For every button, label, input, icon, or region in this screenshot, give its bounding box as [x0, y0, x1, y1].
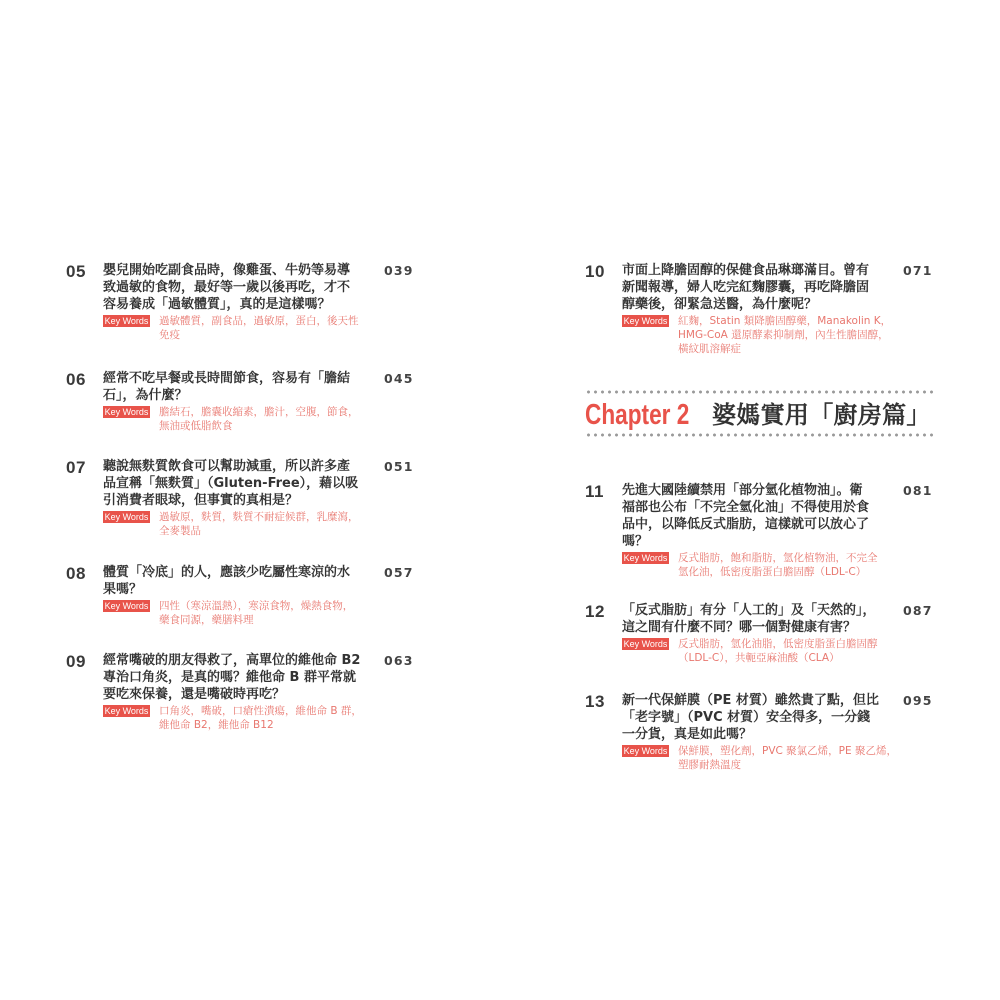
keywords-line: 紅麴，Statin 類降膽固醇藥，Manakolin K，	[678, 315, 892, 327]
question-line: 先進大國陸續禁用「部分氫化植物油」。衛	[622, 483, 863, 498]
keywords-tag: Key Words	[104, 316, 149, 326]
keywords-line: 膽結石，膽囊收縮素，膽汁，空腹，節食，	[159, 406, 359, 418]
keywords-row	[103, 704, 416, 732]
keywords-line: 免疫	[159, 329, 180, 341]
entry-number: 09	[66, 652, 86, 671]
question-line: 要吃來保養，還是嘴破時再吃？	[103, 687, 286, 702]
toc-entry	[585, 482, 935, 579]
keywords-line: 橫紋肌溶解症	[678, 343, 741, 355]
keywords-line: HMG-CoA 還原酵素抑制劑，內生性膽固醇，	[678, 329, 889, 341]
entry-number: 07	[66, 458, 86, 477]
keywords-line: 維他命 B2，維他命 B12	[159, 719, 274, 731]
keywords-line: 口角炎，嘴破，口瘡性潰瘍，維他命 B 群，	[159, 705, 362, 717]
keywords-line: 反式脂肪，飽和脂肪，氫化植物油，不完全	[678, 552, 878, 564]
keywords-row	[103, 314, 416, 342]
question-line: 這之間有什麼不同？哪一個對健康有害？	[622, 620, 857, 635]
keywords-line: 藥食同源，藥膳料理	[159, 614, 254, 626]
question-line: 經常不吃早餐或長時間節食，容易有「膽結	[103, 371, 351, 386]
keywords-line: 保鮮膜，塑化劑，PVC 聚氯乙烯，PE 聚乙烯，	[678, 745, 897, 757]
keywords-row	[103, 510, 416, 538]
keywords-tag: Key Words	[104, 706, 149, 716]
chapter-heading	[585, 399, 935, 431]
keywords-tag: Key Words	[623, 553, 668, 563]
question-text	[103, 370, 416, 404]
chapter-divider-top	[585, 390, 933, 394]
keywords-line: 氫化油，低密度脂蛋白膽固醇（LDL-C）	[678, 566, 867, 578]
keywords-text	[159, 599, 353, 627]
toc-entry	[66, 652, 416, 732]
question-text	[103, 458, 416, 509]
keywords-tag: Key Words	[623, 639, 668, 649]
entry-body	[103, 458, 416, 538]
toc-entry	[585, 692, 935, 772]
question-line: 經常嘴破的朋友得救了，高單位的維他命 B2	[103, 653, 361, 668]
entry-body	[103, 262, 416, 342]
entry-body	[622, 602, 935, 665]
entry-body	[622, 262, 935, 356]
question-line: 品宣稱「無麩質」（Gluten-Free），藉以吸	[103, 476, 359, 491]
keywords-line: 過敏體質，副食品，過敏原，蛋白，後天性	[159, 315, 359, 327]
chapter-number: 2	[676, 399, 690, 431]
chapter-word: Chapter	[585, 399, 671, 431]
keywords-text	[159, 314, 359, 342]
keywords-text	[678, 551, 878, 579]
entry-number: 08	[66, 564, 86, 583]
keywords-tag: Key Words	[104, 407, 149, 417]
toc-entry	[66, 458, 416, 538]
keywords-line: 四性（寒涼溫熱），寒涼食物，燥熱食物，	[159, 600, 354, 612]
entry-number: 13	[585, 692, 605, 711]
question-text	[622, 602, 935, 636]
keywords-text	[159, 405, 359, 433]
keywords-text	[678, 637, 878, 665]
entry-body	[622, 482, 935, 579]
entry-number: 05	[66, 262, 86, 281]
question-text	[103, 564, 416, 598]
chapter-title: 婆媽實用「廚房篇」	[712, 401, 931, 429]
keywords-line: 過敏原，麩質，麩質不耐症候群，乳糜瀉，	[159, 511, 359, 523]
keywords-row	[103, 405, 416, 433]
toc-entry	[585, 602, 935, 665]
question-text	[103, 652, 416, 703]
keywords-row	[103, 599, 416, 627]
question-line: 引消費者眼球，但事實的真相是？	[103, 493, 299, 508]
question-line: 市面上降膽固醇的保健食品琳瑯滿目。曾有	[622, 263, 870, 278]
keywords-row	[622, 637, 935, 665]
question-line: 致過敏的食物，最好等一歲以後再吃，才不	[103, 280, 351, 295]
question-line: 品中，以降低反式脂肪，這樣就可以放心了	[622, 517, 870, 532]
keywords-row	[622, 744, 935, 772]
page-number: 063	[384, 653, 414, 668]
page-number: 081	[903, 483, 933, 498]
question-line: 專治口角炎，是真的嗎？維他命 B 群平常就	[103, 670, 356, 685]
keywords-tag: Key Words	[623, 316, 668, 326]
entry-number: 10	[585, 262, 605, 281]
keywords-row	[622, 314, 935, 356]
page-number: 039	[384, 263, 414, 278]
entry-body	[103, 564, 416, 627]
page-number: 057	[384, 565, 414, 580]
toc-entry	[585, 262, 935, 356]
toc-entry	[66, 370, 416, 433]
page-number: 087	[903, 603, 933, 618]
keywords-tag: Key Words	[623, 746, 668, 756]
question-text	[622, 262, 935, 313]
entry-number: 11	[585, 482, 604, 501]
chapter-label	[585, 399, 689, 431]
question-line: 石」，為什麼？	[103, 388, 188, 403]
entry-body	[103, 370, 416, 433]
keywords-text	[678, 744, 897, 772]
entry-body	[103, 652, 416, 732]
question-line: 「反式脂肪」有分「人工的」及「天然的」，	[622, 603, 876, 618]
question-line: 聽說無麩質飲食可以幫助減重，所以許多產	[103, 459, 351, 474]
keywords-line: 反式脂肪，氫化油脂，低密度脂蛋白膽固醇	[678, 638, 878, 650]
toc-entry	[66, 262, 416, 342]
entry-body	[622, 692, 935, 772]
keywords-tag: Key Words	[104, 601, 149, 611]
question-line: 新聞報導，婦人吃完紅麴膠囊，再吃降膽固	[622, 280, 870, 295]
entry-number: 12	[585, 602, 605, 621]
keywords-text	[678, 314, 891, 356]
question-line: 一分貨，真是如此嗎？	[622, 727, 753, 742]
keywords-text	[159, 704, 362, 732]
question-line: 容易養成「過敏體質」，真的是這樣嗎？	[103, 297, 331, 312]
keywords-tag: Key Words	[104, 512, 149, 522]
keywords-line: （LDL-C），共軛亞麻油酸（CLA）	[678, 652, 840, 664]
page-number: 071	[903, 263, 933, 278]
question-text	[622, 482, 935, 550]
question-line: 福部也公布「不完全氫化油」不得使用於食	[622, 500, 870, 515]
question-line: 嬰兒開始吃副食品時，像雞蛋、牛奶等易導	[103, 263, 351, 278]
question-line: 體質「冷底」的人，應該少吃屬性寒涼的水	[103, 565, 351, 580]
question-line: 嗎？	[622, 534, 649, 549]
question-line: 果嗎？	[103, 582, 143, 597]
question-line: 醇藥後，卻緊急送醫，為什麼呢？	[622, 297, 818, 312]
keywords-line: 無油或低脂飲食	[159, 420, 233, 432]
page-number: 045	[384, 371, 414, 386]
page-number: 051	[384, 459, 414, 474]
question-text	[622, 692, 935, 743]
keywords-row	[622, 551, 935, 579]
toc-entry	[66, 564, 416, 627]
chapter-divider-bottom	[585, 433, 933, 437]
keywords-line: 全麥製品	[159, 525, 201, 537]
question-line: 新一代保鮮膜（PE 材質）雖然貴了點，但比	[622, 693, 879, 708]
keywords-text	[159, 510, 359, 538]
question-line: 「老字號」（PVC 材質）安全得多，一分錢	[622, 710, 871, 725]
page-number: 095	[903, 693, 933, 708]
keywords-line: 塑膠耐熱溫度	[678, 759, 741, 771]
question-text	[103, 262, 416, 313]
entry-number: 06	[66, 370, 86, 389]
